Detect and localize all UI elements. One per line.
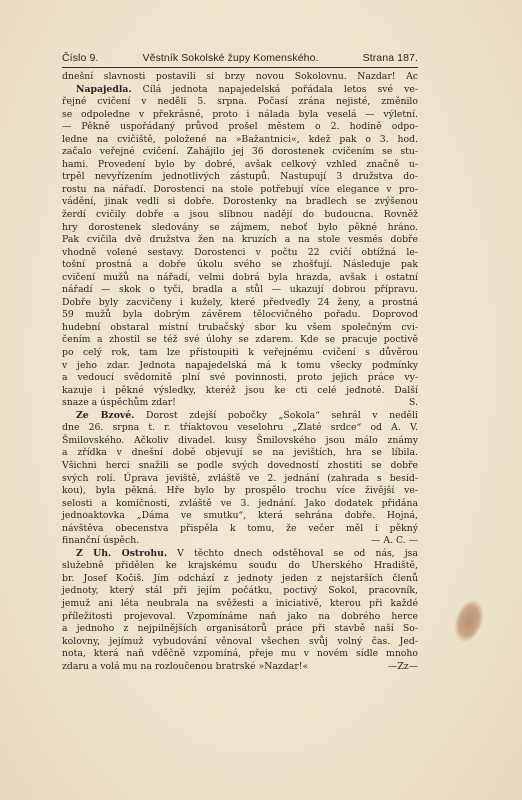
text-line: jednoty, který stál při jejím počátku, poctivý Sokol, pracovník,	[62, 585, 418, 597]
text-line: žerdí cvičily dobře a jsou slibnou nadějí do budoucna. Rovněž	[62, 209, 418, 221]
text-line: návštěva obecenstva přispěla k tomu, že večer měl i pěkný	[62, 522, 418, 534]
text-line: jednoaktovka „Dáma ve smutku“, která sehrána dobře. Hojná,	[62, 510, 418, 522]
text-run: Cílá jednota napajedelská pořádala letos své ve-	[131, 83, 418, 95]
text-line: hami. Provedení bylo by dobré, avšak celkový vzhled značně u-	[62, 158, 418, 170]
text-line: — Pěkně uspořádaný průvod prošel městem o 2. hodině odpo-	[62, 121, 418, 133]
running-header	[62, 52, 418, 64]
section-heading: Napajedla.	[76, 83, 132, 95]
text-run: snaze a úspěchům zdar!	[62, 397, 176, 409]
text-line: čením a zhostil se též své úlohy se zdarem. Kde se pracuje poctivě	[62, 334, 418, 346]
text-line: vádění, jinak vedli si dobře. Dorostenky na bradlech se zvýšenou	[62, 196, 418, 208]
text-line: příležitosti projevoval. Vzpomínáme naň jako na dobrého herce	[62, 610, 418, 622]
text-line: hudební obstaral místní trubačský sbor ku všem společným cvi-	[62, 321, 418, 333]
text-line: tošní prostná a dobře úkolu svého se zhošťují. Následuje pak	[62, 259, 418, 271]
text-line: selosti a komičnosti, zvláště ve 3. jednání. Jako dodatek přidána	[62, 497, 418, 509]
text-run: Dorost zdejší pobočky „Sokola“ sehrál v neděli	[134, 409, 418, 421]
text-line	[62, 548, 418, 561]
text-line: ledne na cvičiště, položené na »Bažantnici«, kdež pak o 3. hod.	[62, 133, 418, 145]
text-line: Všichni herci snažili se podle svých dovedností zhostiti se dobře	[62, 459, 418, 471]
text-line: svých rolí. Úprava jeviště, zvláště ve 2. jednání (zahrada s besíd-	[62, 472, 418, 484]
text-line: cvičení mužů na nářadí, velmi dobrá byla hrazda, avšak i ostatní	[62, 271, 418, 283]
text-line: Šmilovského. Ačkoliv divadel. kusy Šmilovského jsou málo známy	[62, 434, 418, 446]
text-run: zdaru a volá mu na rozloučenou bratrské »Nazdar!«	[62, 660, 309, 672]
text-line	[62, 410, 418, 423]
page-number: Strana 187.	[362, 52, 418, 64]
journal-title: Věstník Sokolské župy Komenského.	[142, 52, 319, 64]
text-line: dne 26. srpna t. r. tříaktovou veselohru „Zlaté srdce“ od A. V.	[62, 422, 418, 434]
text-line: br. Josef Kočiš. Jím odchází z jednoty jeden z nejstarších členů	[62, 572, 418, 584]
text-line: 59 mužů byla dobrým závěrem tělocvičného pořadu. Doprovod	[62, 309, 418, 321]
text-line	[62, 661, 418, 674]
text-line: začalo veřejné cvičení. Zahájilo jej 36 dorostenek cvičením se stu-	[62, 146, 418, 158]
text-line: řejné cvičení v neděli 5. srpna. Počasí zrána nejisté, změnilo	[62, 96, 418, 108]
paper-stain	[450, 597, 488, 645]
text-line: dnešní slavnosti postavili si brzy novou Sokolovnu. Nazdar! Ac	[62, 71, 418, 82]
text-line: kou), byla pěkná. Hře bylo by prospělo trochu více živější ve-	[62, 485, 418, 497]
text-line: Dobře byly zacvičeny i kužely, které předvedly 24 ženy, a prostná	[62, 296, 418, 308]
text-line	[62, 397, 418, 410]
text-line: po celý rok, tam lze přistoupiti k veřejnému cvičení s důvěrou	[62, 347, 418, 359]
section-heading: Z Uh. Ostrohu.	[76, 547, 168, 559]
text-line: kolovny, jejímuž vybudování věnoval všechen svůj volný čas. Jed-	[62, 635, 418, 647]
text-run: V těchto dnech odstěhoval se od nás, jsa	[167, 547, 418, 559]
text-run: finanční úspěch.	[62, 535, 140, 547]
text-line	[62, 535, 418, 548]
text-line: hry dorostenek sledovány se zájmem, neboť bylo pěkné hráno.	[62, 221, 418, 233]
section-heading: Ze Bzové.	[76, 409, 135, 421]
text-line: jemuž ani léta neubrala na svěžesti a iniciativě, kterou při každé	[62, 597, 418, 609]
text-line: a zřídka v dnešní době objevují se na jevištích, hra se líbila.	[62, 447, 418, 459]
issue-number: Číslo 9.	[62, 52, 99, 64]
text-line: nota, která naň vděčně vzpomíná, přeje mu v novém sídle mnoho	[62, 648, 418, 660]
article-text	[62, 71, 418, 673]
text-line: služebně přidělen ke krajskému soudu do Uherského Hradiště,	[62, 560, 418, 572]
text-line: trpěl nevyřízením jednotlivých zástupů. Nastupují 3 družstva do-	[62, 171, 418, 183]
text-line: a vedoucí svědomitě plní své povinnosti, proto jejich práce vy-	[62, 372, 418, 384]
text-line: rostu na nářadí. Dorostenci na stole potřebují více elegance v pro-	[62, 183, 418, 195]
text-line: kazuje i pěkné výsledky, kteréž jsou ke cti celé jednotě. Další	[62, 384, 418, 396]
text-line: v jeho zdar. Jednota napajedelská má k tomu všecky podmínky	[62, 359, 418, 371]
signature: — A. C. —	[371, 535, 418, 547]
text-line: vhodně volené sestavy. Dorostenci v počtu 22 cvičí obtížná le-	[62, 246, 418, 258]
header-rule	[62, 67, 418, 68]
text-line: nářadí — skok o tyči, bradla a stůl — ukazují dobrou přípravu.	[62, 284, 418, 296]
text-line	[62, 84, 418, 97]
text-line: Pak cvičila dvě družstva žen na kruzích a na stole vesmés dobře	[62, 234, 418, 246]
signature: S.	[409, 397, 418, 409]
signature: —Zz—	[388, 660, 418, 672]
text-line: se odpoledne v překrásné, proto i nálada byla veselá — výletní.	[62, 108, 418, 120]
text-line: a jednoho z nejpilnějších organisátorů práce při stavbě naší So-	[62, 623, 418, 635]
